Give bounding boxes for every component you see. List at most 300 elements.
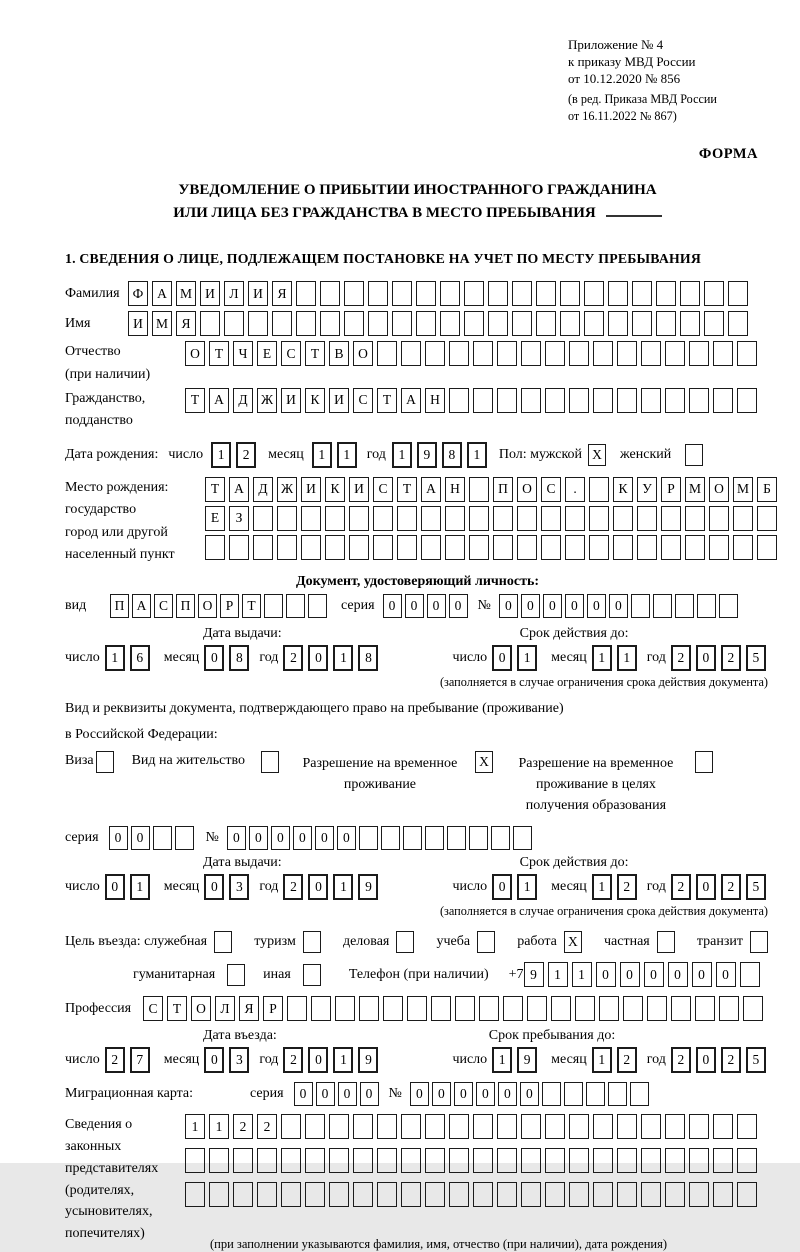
char-cell[interactable] <box>593 1114 613 1139</box>
char-cell[interactable] <box>296 311 316 336</box>
char-cell[interactable] <box>308 594 327 618</box>
doc-issue-year-cells[interactable] <box>283 645 378 671</box>
citizenship-cells[interactable] <box>185 388 757 413</box>
char-cell[interactable]: 2 <box>283 645 303 671</box>
char-cell[interactable]: 2 <box>257 1114 277 1139</box>
char-cell[interactable]: 0 <box>696 874 716 900</box>
char-cell[interactable] <box>425 1182 445 1207</box>
char-cell[interactable] <box>641 388 661 413</box>
char-cell[interactable]: 2 <box>671 645 691 671</box>
char-cell[interactable]: М <box>176 281 196 306</box>
char-cell[interactable] <box>353 1182 373 1207</box>
char-cell[interactable] <box>377 341 397 366</box>
char-cell[interactable] <box>617 1182 637 1207</box>
residence-valid-month-cells[interactable] <box>592 874 637 900</box>
doc-series-cells[interactable] <box>383 594 468 618</box>
char-cell[interactable] <box>565 535 585 560</box>
char-cell[interactable]: А <box>132 594 151 618</box>
char-cell[interactable] <box>397 506 417 531</box>
char-cell[interactable] <box>593 1148 613 1173</box>
char-cell[interactable] <box>425 1148 445 1173</box>
char-cell[interactable]: Е <box>205 506 225 531</box>
purpose-other-checkbox[interactable] <box>303 964 321 986</box>
stay-year-cells[interactable] <box>671 1047 766 1073</box>
char-cell[interactable]: 9 <box>358 874 378 900</box>
char-cell[interactable]: 0 <box>410 1082 429 1106</box>
char-cell[interactable]: 0 <box>405 594 424 618</box>
char-cell[interactable] <box>569 1114 589 1139</box>
char-cell[interactable] <box>512 311 532 336</box>
char-cell[interactable] <box>349 506 369 531</box>
birthplace-cells-row3[interactable] <box>205 535 777 560</box>
temp-residence-checkbox[interactable]: X <box>475 751 493 773</box>
char-cell[interactable]: 0 <box>520 1082 539 1106</box>
char-cell[interactable] <box>401 1148 421 1173</box>
char-cell[interactable]: 1 <box>592 645 612 671</box>
char-cell[interactable] <box>713 1148 733 1173</box>
char-cell[interactable] <box>497 1182 517 1207</box>
char-cell[interactable] <box>632 281 652 306</box>
char-cell[interactable]: Н <box>445 477 465 502</box>
char-cell[interactable]: Р <box>220 594 239 618</box>
residence-issue-day-cells[interactable] <box>105 874 150 900</box>
char-cell[interactable] <box>416 311 436 336</box>
char-cell[interactable]: 0 <box>131 826 150 850</box>
char-cell[interactable]: 6 <box>130 645 150 671</box>
char-cell[interactable]: Е <box>257 341 277 366</box>
char-cell[interactable]: О <box>517 477 537 502</box>
char-cell[interactable]: 1 <box>211 442 231 468</box>
char-cell[interactable] <box>497 388 517 413</box>
char-cell[interactable] <box>541 535 561 560</box>
char-cell[interactable]: К <box>305 388 325 413</box>
char-cell[interactable] <box>680 281 700 306</box>
char-cell[interactable]: 2 <box>617 1047 637 1073</box>
char-cell[interactable] <box>608 1082 627 1106</box>
char-cell[interactable] <box>253 506 273 531</box>
char-cell[interactable] <box>296 281 316 306</box>
char-cell[interactable]: Т <box>209 341 229 366</box>
char-cell[interactable] <box>584 281 604 306</box>
char-cell[interactable] <box>713 1114 733 1139</box>
char-cell[interactable] <box>493 506 513 531</box>
char-cell[interactable] <box>545 1182 565 1207</box>
char-cell[interactable] <box>377 1114 397 1139</box>
char-cell[interactable] <box>569 341 589 366</box>
char-cell[interactable]: 2 <box>105 1047 125 1073</box>
char-cell[interactable]: Т <box>205 477 225 502</box>
residence-number-cells[interactable] <box>227 826 532 850</box>
char-cell[interactable] <box>469 506 489 531</box>
char-cell[interactable]: Д <box>233 388 253 413</box>
char-cell[interactable] <box>737 341 757 366</box>
char-cell[interactable]: Т <box>242 594 261 618</box>
char-cell[interactable]: 5 <box>746 874 766 900</box>
char-cell[interactable] <box>325 506 345 531</box>
char-cell[interactable]: 2 <box>721 874 741 900</box>
char-cell[interactable] <box>257 1148 277 1173</box>
char-cell[interactable] <box>325 535 345 560</box>
char-cell[interactable]: 0 <box>294 1082 313 1106</box>
char-cell[interactable] <box>689 1182 709 1207</box>
char-cell[interactable] <box>617 1114 637 1139</box>
char-cell[interactable]: П <box>176 594 195 618</box>
entry-day-cells[interactable] <box>105 1047 150 1073</box>
char-cell[interactable]: У <box>637 477 657 502</box>
char-cell[interactable]: К <box>613 477 633 502</box>
char-cell[interactable] <box>493 535 513 560</box>
char-cell[interactable] <box>569 388 589 413</box>
char-cell[interactable]: 0 <box>644 962 664 987</box>
char-cell[interactable] <box>697 594 716 618</box>
char-cell[interactable] <box>689 1148 709 1173</box>
char-cell[interactable] <box>713 1182 733 1207</box>
char-cell[interactable]: Ж <box>277 477 297 502</box>
char-cell[interactable] <box>589 506 609 531</box>
char-cell[interactable] <box>709 535 729 560</box>
purpose-business-checkbox[interactable] <box>396 931 414 953</box>
char-cell[interactable]: К <box>325 477 345 502</box>
char-cell[interactable]: 0 <box>337 826 356 850</box>
residence-issue-month-cells[interactable] <box>204 874 249 900</box>
char-cell[interactable] <box>344 311 364 336</box>
char-cell[interactable]: М <box>152 311 172 336</box>
char-cell[interactable]: 0 <box>454 1082 473 1106</box>
char-cell[interactable] <box>608 311 628 336</box>
representatives-cells-row2[interactable] <box>185 1148 757 1173</box>
char-cell[interactable]: Т <box>167 996 187 1021</box>
char-cell[interactable]: А <box>401 388 421 413</box>
char-cell[interactable]: 0 <box>668 962 688 987</box>
char-cell[interactable] <box>383 996 403 1021</box>
char-cell[interactable]: И <box>329 388 349 413</box>
char-cell[interactable] <box>403 826 422 850</box>
char-cell[interactable] <box>185 1182 205 1207</box>
visa-checkbox[interactable] <box>96 751 114 773</box>
char-cell[interactable] <box>320 281 340 306</box>
char-cell[interactable] <box>569 1148 589 1173</box>
doc-valid-month-cells[interactable] <box>592 645 637 671</box>
char-cell[interactable] <box>497 1114 517 1139</box>
char-cell[interactable]: П <box>493 477 513 502</box>
residence-valid-day-cells[interactable] <box>492 874 537 900</box>
char-cell[interactable]: Л <box>224 281 244 306</box>
purpose-tourism-checkbox[interactable] <box>303 931 321 953</box>
char-cell[interactable] <box>377 1182 397 1207</box>
char-cell[interactable] <box>392 281 412 306</box>
char-cell[interactable]: 7 <box>130 1047 150 1073</box>
char-cell[interactable] <box>584 311 604 336</box>
entry-year-cells[interactable] <box>283 1047 378 1073</box>
char-cell[interactable] <box>517 506 537 531</box>
char-cell[interactable]: 5 <box>746 1047 766 1073</box>
char-cell[interactable]: В <box>329 341 349 366</box>
char-cell[interactable] <box>709 506 729 531</box>
char-cell[interactable]: Ч <box>233 341 253 366</box>
entry-month-cells[interactable] <box>204 1047 249 1073</box>
char-cell[interactable] <box>449 341 469 366</box>
char-cell[interactable]: С <box>353 388 373 413</box>
char-cell[interactable]: О <box>191 996 211 1021</box>
char-cell[interactable] <box>536 281 556 306</box>
char-cell[interactable] <box>449 388 469 413</box>
char-cell[interactable] <box>704 311 724 336</box>
char-cell[interactable]: 0 <box>360 1082 379 1106</box>
char-cell[interactable]: 9 <box>417 442 437 468</box>
char-cell[interactable] <box>253 535 273 560</box>
char-cell[interactable] <box>473 1114 493 1139</box>
char-cell[interactable]: 1 <box>572 962 592 987</box>
char-cell[interactable] <box>329 1114 349 1139</box>
birth-day-cells[interactable] <box>211 442 256 468</box>
char-cell[interactable] <box>473 341 493 366</box>
char-cell[interactable]: 0 <box>498 1082 517 1106</box>
char-cell[interactable] <box>301 535 321 560</box>
char-cell[interactable]: 0 <box>308 874 328 900</box>
char-cell[interactable] <box>737 388 757 413</box>
char-cell[interactable] <box>397 535 417 560</box>
char-cell[interactable]: 0 <box>596 962 616 987</box>
char-cell[interactable] <box>704 281 724 306</box>
temp-residence-edu-checkbox[interactable] <box>695 751 713 773</box>
char-cell[interactable] <box>281 1148 301 1173</box>
char-cell[interactable]: 1 <box>333 1047 353 1073</box>
char-cell[interactable] <box>272 311 292 336</box>
char-cell[interactable]: 0 <box>338 1082 357 1106</box>
char-cell[interactable] <box>665 1148 685 1173</box>
char-cell[interactable] <box>757 535 777 560</box>
char-cell[interactable]: 0 <box>609 594 628 618</box>
char-cell[interactable] <box>608 281 628 306</box>
char-cell[interactable]: 0 <box>620 962 640 987</box>
doc-type-cells[interactable] <box>110 594 327 618</box>
char-cell[interactable] <box>464 311 484 336</box>
char-cell[interactable]: . <box>565 477 585 502</box>
char-cell[interactable] <box>329 1182 349 1207</box>
char-cell[interactable]: 2 <box>671 1047 691 1073</box>
char-cell[interactable] <box>185 1148 205 1173</box>
char-cell[interactable]: 0 <box>476 1082 495 1106</box>
char-cell[interactable]: Т <box>305 341 325 366</box>
char-cell[interactable]: 0 <box>315 826 334 850</box>
char-cell[interactable] <box>512 281 532 306</box>
patronymic-cells[interactable] <box>185 341 757 366</box>
char-cell[interactable] <box>569 1182 589 1207</box>
char-cell[interactable] <box>425 826 444 850</box>
char-cell[interactable]: 5 <box>746 645 766 671</box>
char-cell[interactable] <box>521 1114 541 1139</box>
stay-day-cells[interactable] <box>492 1047 537 1073</box>
char-cell[interactable]: М <box>733 477 753 502</box>
char-cell[interactable] <box>264 594 283 618</box>
char-cell[interactable] <box>617 388 637 413</box>
birthplace-cells-row2[interactable] <box>205 506 777 531</box>
char-cell[interactable] <box>740 962 760 987</box>
char-cell[interactable]: 0 <box>543 594 562 618</box>
char-cell[interactable] <box>421 506 441 531</box>
char-cell[interactable] <box>305 1148 325 1173</box>
char-cell[interactable]: 1 <box>492 1047 512 1073</box>
char-cell[interactable]: Ж <box>257 388 277 413</box>
char-cell[interactable] <box>353 1148 373 1173</box>
char-cell[interactable] <box>517 535 537 560</box>
char-cell[interactable] <box>464 281 484 306</box>
purpose-official-checkbox[interactable] <box>214 931 232 953</box>
representatives-cells-row3[interactable] <box>185 1182 757 1207</box>
purpose-humanitarian-checkbox[interactable] <box>227 964 245 986</box>
char-cell[interactable]: О <box>709 477 729 502</box>
char-cell[interactable] <box>381 826 400 850</box>
char-cell[interactable] <box>542 1082 561 1106</box>
char-cell[interactable] <box>281 1182 301 1207</box>
char-cell[interactable] <box>305 1182 325 1207</box>
char-cell[interactable] <box>344 281 364 306</box>
char-cell[interactable] <box>449 1148 469 1173</box>
char-cell[interactable]: 1 <box>333 645 353 671</box>
char-cell[interactable] <box>320 311 340 336</box>
char-cell[interactable] <box>421 535 441 560</box>
char-cell[interactable] <box>665 1114 685 1139</box>
char-cell[interactable]: 2 <box>233 1114 253 1139</box>
char-cell[interactable]: 0 <box>696 645 716 671</box>
char-cell[interactable] <box>637 535 657 560</box>
char-cell[interactable] <box>689 1114 709 1139</box>
char-cell[interactable]: 0 <box>105 874 125 900</box>
char-cell[interactable]: О <box>198 594 217 618</box>
char-cell[interactable] <box>545 341 565 366</box>
char-cell[interactable] <box>473 1182 493 1207</box>
char-cell[interactable]: 2 <box>671 874 691 900</box>
char-cell[interactable]: Т <box>377 388 397 413</box>
doc-issue-month-cells[interactable] <box>204 645 249 671</box>
char-cell[interactable]: 1 <box>548 962 568 987</box>
char-cell[interactable] <box>479 996 499 1021</box>
char-cell[interactable] <box>630 1082 649 1106</box>
char-cell[interactable] <box>248 311 268 336</box>
char-cell[interactable] <box>368 311 388 336</box>
surname-cells[interactable] <box>128 281 748 306</box>
char-cell[interactable] <box>286 594 305 618</box>
char-cell[interactable]: 0 <box>499 594 518 618</box>
char-cell[interactable]: 8 <box>229 645 249 671</box>
char-cell[interactable]: 2 <box>721 645 741 671</box>
char-cell[interactable]: 1 <box>517 645 537 671</box>
char-cell[interactable]: 1 <box>467 442 487 468</box>
char-cell[interactable] <box>425 341 445 366</box>
char-cell[interactable] <box>689 341 709 366</box>
doc-number-cells[interactable] <box>499 594 738 618</box>
char-cell[interactable] <box>733 506 753 531</box>
char-cell[interactable] <box>469 477 489 502</box>
char-cell[interactable]: 2 <box>721 1047 741 1073</box>
char-cell[interactable] <box>368 281 388 306</box>
doc-issue-day-cells[interactable] <box>105 645 150 671</box>
char-cell[interactable] <box>425 1114 445 1139</box>
char-cell[interactable] <box>641 1148 661 1173</box>
char-cell[interactable]: 1 <box>130 874 150 900</box>
char-cell[interactable] <box>449 1182 469 1207</box>
char-cell[interactable]: И <box>128 311 148 336</box>
char-cell[interactable]: 3 <box>229 874 249 900</box>
char-cell[interactable] <box>488 311 508 336</box>
char-cell[interactable]: 1 <box>617 645 637 671</box>
char-cell[interactable] <box>233 1182 253 1207</box>
char-cell[interactable] <box>545 1148 565 1173</box>
char-cell[interactable] <box>311 996 331 1021</box>
profession-cells[interactable] <box>143 996 763 1021</box>
purpose-study-checkbox[interactable] <box>477 931 495 953</box>
char-cell[interactable] <box>743 996 763 1021</box>
char-cell[interactable] <box>551 996 571 1021</box>
char-cell[interactable]: Н <box>425 388 445 413</box>
char-cell[interactable] <box>209 1148 229 1173</box>
char-cell[interactable] <box>175 826 194 850</box>
char-cell[interactable] <box>233 1148 253 1173</box>
char-cell[interactable] <box>445 506 465 531</box>
char-cell[interactable] <box>613 506 633 531</box>
char-cell[interactable] <box>401 1182 421 1207</box>
char-cell[interactable]: 0 <box>716 962 736 987</box>
residence-series-cells[interactable] <box>109 826 194 850</box>
char-cell[interactable]: 8 <box>358 645 378 671</box>
char-cell[interactable] <box>287 996 307 1021</box>
char-cell[interactable] <box>469 826 488 850</box>
char-cell[interactable]: 1 <box>517 874 537 900</box>
char-cell[interactable] <box>675 594 694 618</box>
char-cell[interactable] <box>229 535 249 560</box>
char-cell[interactable]: 1 <box>333 874 353 900</box>
char-cell[interactable] <box>281 1114 301 1139</box>
char-cell[interactable] <box>377 1148 397 1173</box>
char-cell[interactable] <box>713 388 733 413</box>
char-cell[interactable] <box>416 281 436 306</box>
char-cell[interactable]: А <box>209 388 229 413</box>
char-cell[interactable]: 1 <box>209 1114 229 1139</box>
char-cell[interactable] <box>521 1182 541 1207</box>
char-cell[interactable]: 0 <box>432 1082 451 1106</box>
char-cell[interactable] <box>200 311 220 336</box>
purpose-private-checkbox[interactable] <box>657 931 675 953</box>
char-cell[interactable] <box>497 341 517 366</box>
char-cell[interactable]: А <box>229 477 249 502</box>
char-cell[interactable] <box>545 1114 565 1139</box>
char-cell[interactable] <box>680 311 700 336</box>
char-cell[interactable] <box>685 506 705 531</box>
char-cell[interactable] <box>560 281 580 306</box>
char-cell[interactable] <box>473 388 493 413</box>
doc-valid-year-cells[interactable] <box>671 645 766 671</box>
char-cell[interactable] <box>647 996 667 1021</box>
char-cell[interactable] <box>661 535 681 560</box>
char-cell[interactable]: Ф <box>128 281 148 306</box>
char-cell[interactable]: 0 <box>109 826 128 850</box>
phone-cells[interactable] <box>524 962 760 987</box>
char-cell[interactable] <box>521 341 541 366</box>
char-cell[interactable]: 1 <box>312 442 332 468</box>
char-cell[interactable]: 1 <box>185 1114 205 1139</box>
char-cell[interactable]: 0 <box>492 874 512 900</box>
birthplace-cells-row1[interactable] <box>205 477 777 502</box>
char-cell[interactable]: 3 <box>229 1047 249 1073</box>
char-cell[interactable]: Я <box>239 996 259 1021</box>
char-cell[interactable]: 0 <box>227 826 246 850</box>
char-cell[interactable] <box>719 594 738 618</box>
char-cell[interactable] <box>301 506 321 531</box>
char-cell[interactable] <box>685 535 705 560</box>
migration-series-cells[interactable] <box>294 1082 379 1106</box>
char-cell[interactable] <box>431 996 451 1021</box>
char-cell[interactable] <box>733 535 753 560</box>
